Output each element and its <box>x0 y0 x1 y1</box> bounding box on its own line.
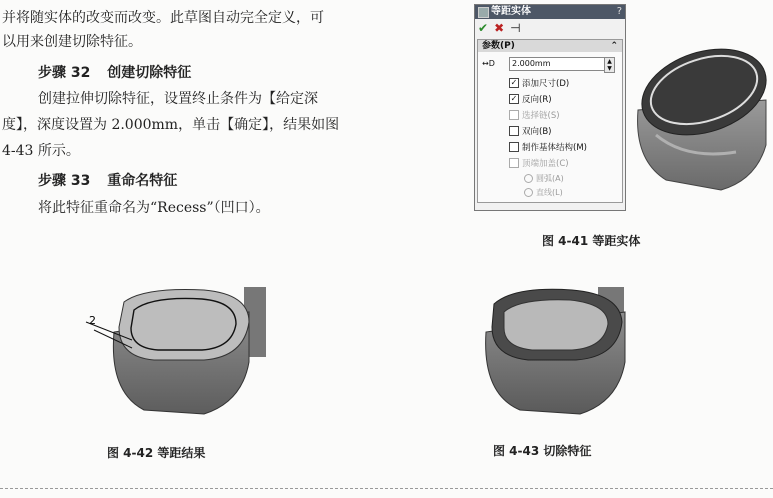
make-base-construction-checkbox[interactable] <box>509 141 587 152</box>
step-33-title: 重命名特征 <box>107 173 178 189</box>
offset-entity-panel <box>474 4 626 211</box>
step-33-label: 步骤 33 <box>38 173 91 189</box>
option-label: 制作基体结构(M) <box>522 142 587 153</box>
option-label: 添加尺寸(D) <box>522 78 570 89</box>
panel-title-bar <box>475 5 625 19</box>
radio-label: 圆弧(A) <box>536 173 564 183</box>
option-label: 双向(B) <box>522 126 552 137</box>
radio-icon <box>524 188 533 197</box>
option-label: 顶端加盖(C) <box>522 158 569 169</box>
step-32-label: 步骤 32 <box>38 65 91 81</box>
lines-radio[interactable] <box>524 187 563 197</box>
panel-title: 等距实体 <box>491 6 531 17</box>
step-32-title: 创建切除特征 <box>107 65 192 81</box>
collapse-chevron-icon[interactable]: ⌃ <box>610 41 618 51</box>
radio-icon <box>524 174 533 183</box>
page-bottom-divider <box>0 488 773 489</box>
arcs-radio[interactable] <box>524 173 564 183</box>
checkbox-check-icon: ✓ <box>510 77 518 87</box>
radio-label: 直线(L) <box>536 187 563 197</box>
distance-icon: ↔D <box>482 59 495 68</box>
checkbox-empty-icon <box>509 158 519 168</box>
fig-4-42-model <box>84 282 269 432</box>
fig-4-41-model <box>626 40 771 220</box>
cancel-icon[interactable]: ✖ <box>494 21 505 35</box>
checkbox-empty-icon <box>509 126 519 136</box>
fig-4-43-model <box>480 282 630 427</box>
step-32-heading <box>38 62 191 82</box>
reverse-checkbox[interactable] <box>509 93 552 104</box>
text-line-1: 并将随实体的改变而改变。此草图自动完全定义，可 <box>2 10 324 26</box>
parameters-group-header[interactable] <box>478 40 622 52</box>
help-icon[interactable]: ? <box>616 6 622 17</box>
step-33-heading <box>38 170 177 190</box>
select-chain-checkbox[interactable] <box>509 109 560 120</box>
offset-entity-icon <box>478 7 489 18</box>
offset-distance-input[interactable]: 2.000mm <box>509 57 605 71</box>
para-32-line-1: 创建拉伸切除特征，设置终止条件为【给定深 <box>38 91 318 107</box>
option-label: 选择链(S) <box>522 110 560 121</box>
option-label: 反向(R) <box>522 94 552 105</box>
pin-icon[interactable]: ⊣ <box>510 21 521 35</box>
text-line-2: 以用来创建切除特征。 <box>2 34 142 50</box>
parameters-group-title: 参数(P) <box>482 41 515 51</box>
dimension-label: 2 <box>89 314 96 327</box>
bidirectional-checkbox[interactable] <box>509 125 551 136</box>
checkbox-empty-icon <box>509 110 519 120</box>
ok-icon[interactable]: ✔ <box>478 21 489 35</box>
checkbox-empty-icon <box>509 142 519 152</box>
para-32-line-2: 度】，深度设置为 2.000mm，单击【确定】，结果如图 <box>2 117 340 133</box>
checkbox-check-icon: ✓ <box>510 93 518 103</box>
distance-spinner[interactable]: ▲ ▼ <box>604 57 615 73</box>
para-33: 将此特征重命名为“Recess”（凹口）。 <box>38 200 270 216</box>
fig-4-42-caption: 图 4-42 等距结果 <box>107 446 206 460</box>
para-32-line-3: 4-43 所示。 <box>2 143 80 159</box>
add-dimensions-checkbox[interactable] <box>509 77 569 88</box>
fig-4-43-caption: 图 4-43 切除特征 <box>493 444 592 458</box>
fig-4-41-caption: 图 4-41 等距实体 <box>542 234 641 248</box>
parameters-group <box>477 39 623 203</box>
cap-ends-checkbox[interactable] <box>509 157 569 168</box>
panel-toolbar <box>475 19 625 37</box>
